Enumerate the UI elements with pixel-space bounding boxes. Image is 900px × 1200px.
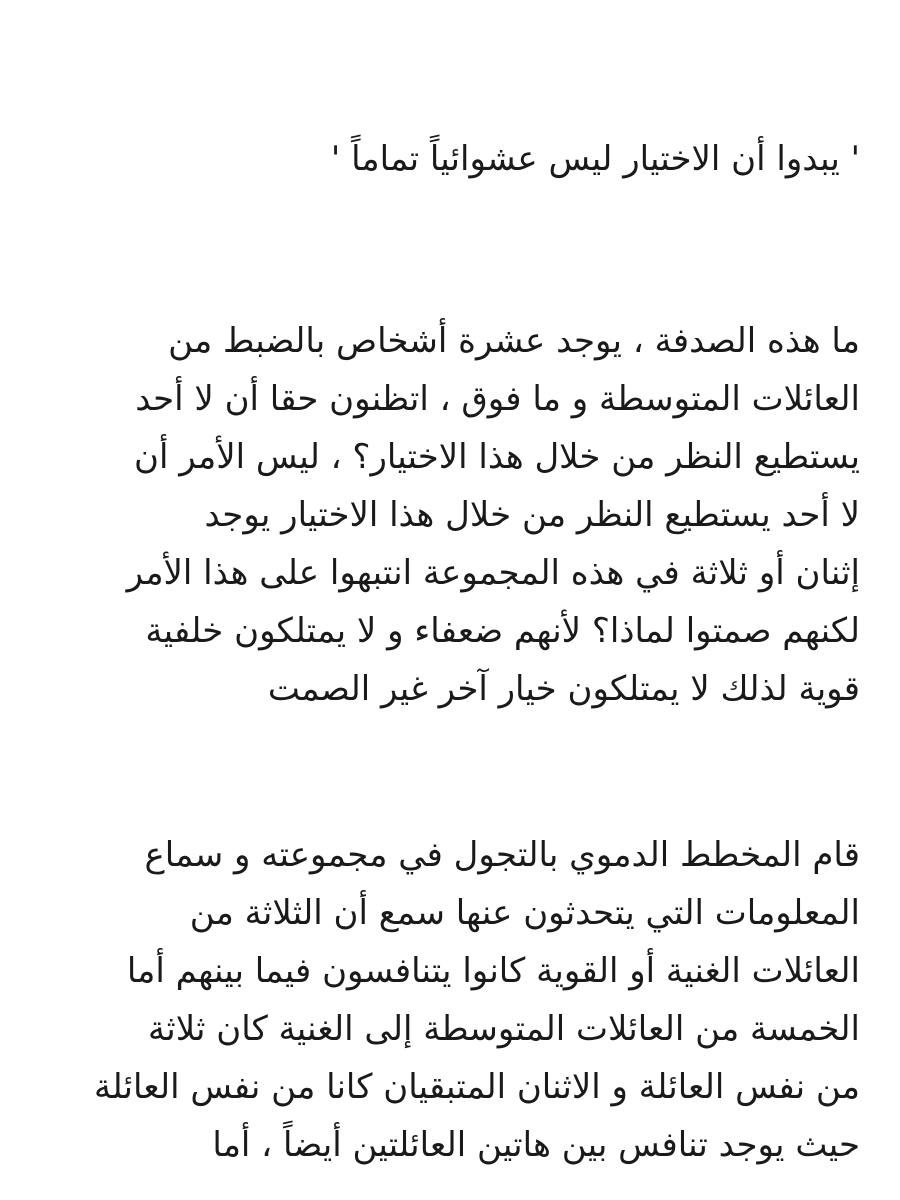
paragraph-2: [48, 312, 860, 718]
paragraph-3: [48, 826, 860, 1174]
text-line: قام المخطط الدموي بالتجول في مجموعته و سماع: [144, 835, 860, 875]
text-line: العائلات المتوسطة و ما فوق ، اتظنون حقا أن لا أحد: [135, 379, 860, 419]
text-line: لا أحد يستطيع النظر من خلال هذا الاختيار يوجد: [204, 495, 860, 535]
text-line: قوية لذلك لا يمتلكون خيار آخر غير الصمت: [267, 669, 860, 709]
text-line: المعلومات التي يتحدثون عنها سمع أن الثلاثة من: [189, 893, 860, 933]
text-line: ما هذه الصدفة ، يوجد عشرة أشخاص بالضبط من: [168, 321, 860, 361]
text-line: من نفس العائلة و الاثنان المتبقيان كانا من نفس العائلة: [94, 1067, 860, 1107]
text-line: يستطيع النظر من خلال هذا الاختيار؟ ، ليس الأمر أن: [134, 437, 860, 477]
text-line: لكنهم صمتوا لماذا؟ لأنهم ضعفاء و لا يمتلكون خلفية: [145, 611, 860, 651]
text-line: الخمسة من العائلات المتوسطة إلى الغنية كان ثلاثة: [148, 1009, 860, 1049]
text-line: إثنان أو ثلاثة في هذه المجموعة انتبهوا على هذا الأمر: [126, 553, 860, 593]
text-line: العائلات الغنية أو القوية كانوا يتنافسون فيما بينهم أما: [126, 951, 860, 991]
paragraph-1: [48, 130, 860, 188]
text-line: ' يبدوا أن الاختيار ليس عشوائياً تماماً ': [330, 139, 860, 179]
text-line: حيث يوجد تنافس بين هاتين العائلتين أيضاً ، أما: [212, 1125, 860, 1165]
